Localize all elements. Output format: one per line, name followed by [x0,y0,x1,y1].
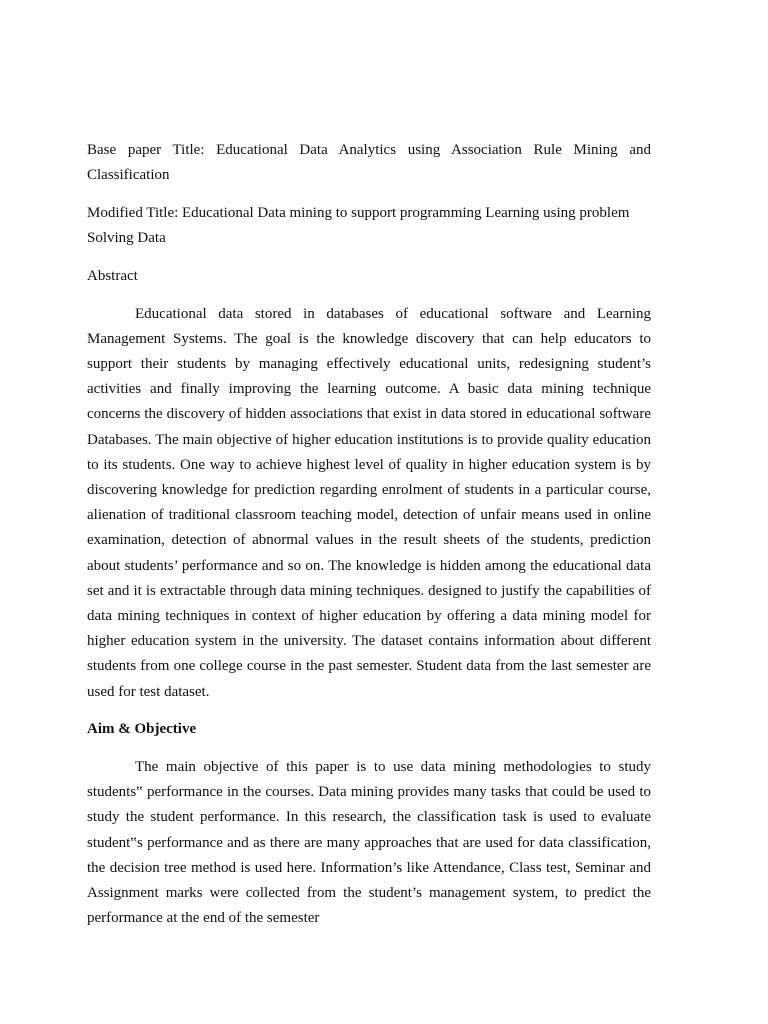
base-paper-title: Base paper Title: Educational Data Analytics using Association Rule Mining and Classification [87,142,651,184]
aim-objective-heading: Aim & Objective [87,721,197,738]
abstract-body: Educational data stored in databases of educational software and Learning Management Systems. The goal is the knowledge discovery that can help educators to support their students by managing effectively educational units, redesigning student’s activities and finally improving the learning outcome. A basic data mining technique concerns the discovery of hidden associations that exist in data stored in educational software Databases. The main objective of higher education institutions is to provide quality education to its students. One way to achieve highest level of quality in higher education system is by discovering knowledge for prediction regarding enrolment of students in a particular course, alienation of traditional classroom teaching model, detection of unfair means used in online examination, detection of abnormal values in the result sheets of the students, prediction about students’ performance and so on. The knowledge is hidden among the educational data set and it is extractable through data mining techniques. designed to justify the capabilities of data mining techniques in context of higher education by offering a data mining model for higher education system in the university. The dataset contains information about different students from one college course in the past semester. Student data from the last semester are used for test dataset. [87,305,651,700]
modified-title: Modified Title: Educational Data mining to support programming Learning using problem Solving Data [87,204,630,247]
aim-objective-body: The main objective of this paper is to use data mining methodologies to study students‟ performance in the courses. Data mining provides many tasks that could be used to study the student performance. In this research, the classification task is used to evaluate student‟s performance and as there are many approaches that are used for data classification, the decision tree method is used here. Information’s like Attendance, Class test, Seminar and Assignment marks were collected from the student’s management system, to predict the performance at the end of the semester [87,758,651,927]
abstract-heading: Abstract [87,267,138,284]
